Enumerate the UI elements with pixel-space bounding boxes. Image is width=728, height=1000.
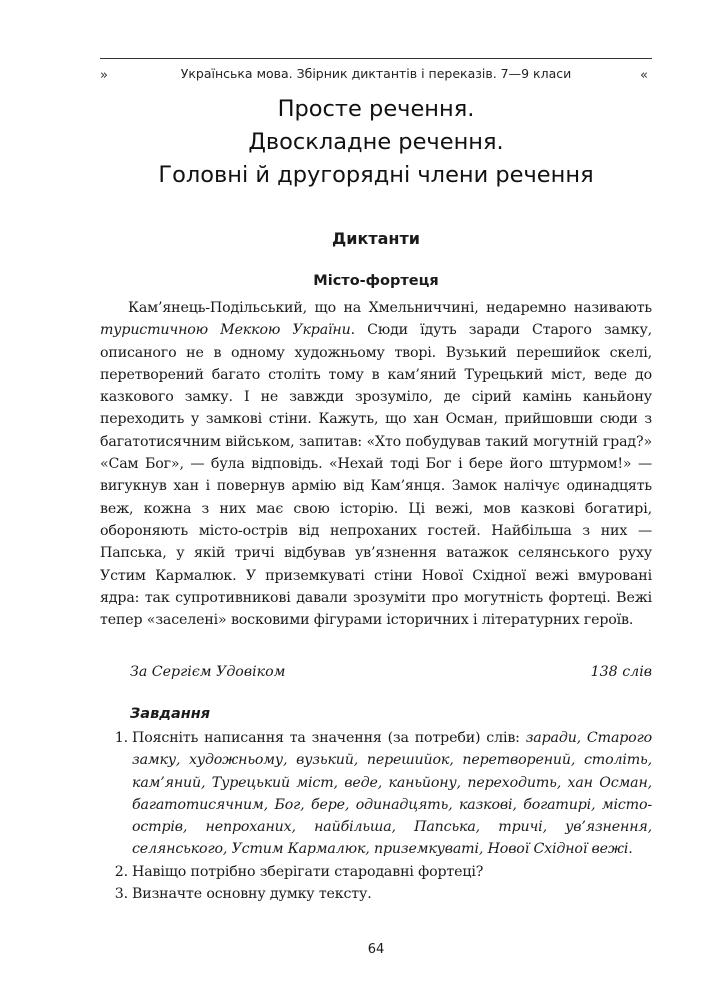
dictation-paragraph <box>100 297 652 631</box>
task-text-tail: . <box>628 841 633 858</box>
header-right-marker: « <box>640 68 648 83</box>
chapter-title-line-2: Двоскладне речення. <box>248 129 504 155</box>
chapter-title <box>100 93 652 192</box>
dictation-word-count: 138 слів <box>590 664 652 680</box>
book-title: Українська мова. Збірник диктантів і переказів. 7—9 класи <box>180 66 572 81</box>
section-title: Диктанти <box>332 229 420 248</box>
task-text-plain: Поясніть написання та значення (за потреби) слів: <box>132 730 526 746</box>
task-text: Навіщо потрібно зберігати стародавні фортеці? <box>132 863 484 880</box>
task-item <box>100 727 652 861</box>
task-text: Визначте основну думку тексту. <box>132 886 372 903</box>
task-number: 1. <box>114 730 128 746</box>
chapter-title-line-3: Головні й другорядні члени речення <box>158 162 594 188</box>
tasks-heading: Завдання <box>130 706 211 722</box>
tasks-list <box>100 727 652 905</box>
page-number: 64 <box>367 942 385 957</box>
task-item <box>100 883 652 905</box>
dictation-text-italic: туристичною Меккою України <box>100 322 351 339</box>
running-header <box>100 58 652 82</box>
task-text <box>132 727 652 861</box>
dictation-author: За Сергієм Удовіком <box>130 664 286 680</box>
header-left-marker: » <box>100 68 108 83</box>
task-number: 3. <box>114 886 128 903</box>
task-number: 2. <box>114 863 128 880</box>
dictation-title: Місто-фортеця <box>313 273 439 289</box>
dictation-text-part-2: . Сюди їдуть заради Старого замку, описаного не в одному художньому творі. Вузький перешийок скелі, перетворений багато століть тому в кам’яний Турецький міст, веде до казкового замку. І не завжди зрозуміло, де сірий камінь каньйону переходить у замкові стіни. Кажуть, що хан Осман, прийшовши сюди з багатотисячним військом, запитав: «Хто побудував такий могутній град?» «Сам Бог», — була відповідь. «Нехай тоді Бог і бере його штурмом!» — вигукнув хан і повернув армію від Кам’янця. Замок налічує одинадцять веж, кожна з них має свою історію. Ці вежі, мов казкові богатирі, обороняють місто-острів від непроханих гостей. Найбільша з них — Папська, у якій тричі відбував ув’язнення ватажок селянського руху Устим Кармалюк. У приземкуваті стіни Нової Східної вежі вмуровані ядра: так супротивникові давали зрозуміти про могутність фортеці. Вежі тепер «заселені» восковими фігурами історичних і літературних героїв. <box>100 322 652 629</box>
dictation-text <box>100 297 652 631</box>
attribution-row <box>130 664 652 680</box>
chapter-title-line-1: Просте речення. <box>277 96 475 122</box>
dictation-text-part-1: Кам’янець-Подільський, що на Хмельниччині, недаремно називають <box>128 300 652 316</box>
task-item <box>100 861 652 883</box>
task-text-italic: заради, Старого замку, художньому, вузький, перешийок, перетворений, століть, кам’яний, Турецький міст, веде, каньйону, переходить, хан Осман, багатотисячним, Бог, бере, одинадцять, казкові, богатирі, місто-острів, непроханих, найбільша, Папська, тричі, ув’язнення, селянського, Устим Кармалюк, приземкуваті, Нової Східної вежі <box>132 730 652 858</box>
